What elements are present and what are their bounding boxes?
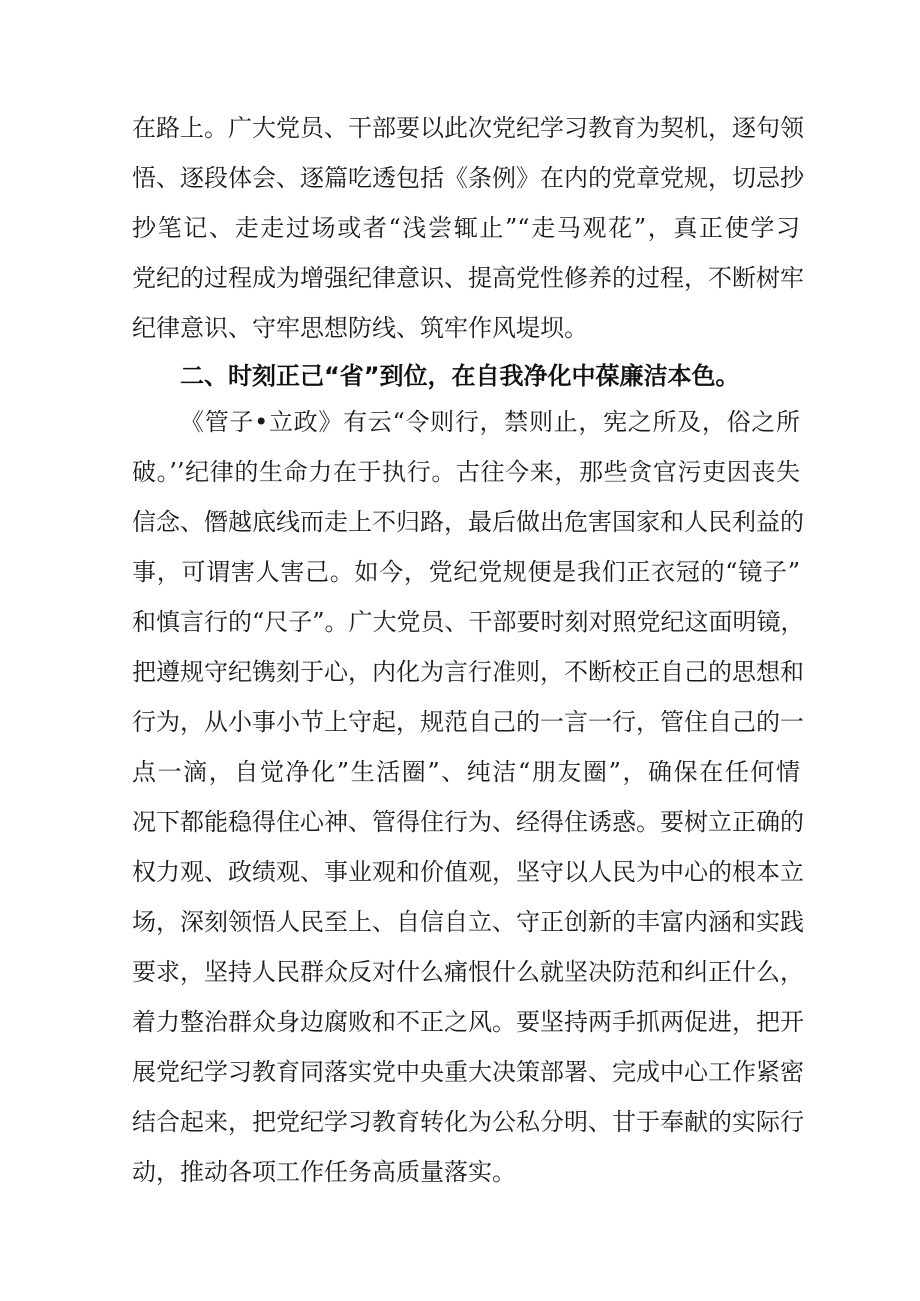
paragraph-2-line-11: 场，深刻领悟人民至上、自信自立、守正创新的丰富内涵和实践 — [132, 908, 804, 936]
paragraph-2-line-13: 着力整治群众身边腐败和不正之风。要坚持两手抓两促进，把开 — [132, 1008, 804, 1036]
paragraph-2-line-14: 展党纪学习教育同落实党中央重大决策部署、完成中心工作紧密 — [132, 1058, 804, 1086]
paragraph-2-line-6: 把遵规守纪镌刻于心，内化为言行准则，不断校正自己的思想和 — [132, 658, 804, 686]
paragraph-2-line-2: 破。’’纪律的生命力在于执行。古往今来，那些贪官污吏因丧失 — [132, 458, 800, 486]
paragraph-1-line-3: 抄笔记、走走过场或者“浅尝辄止”“走马观花”，真正使学习 — [132, 214, 800, 242]
paragraph-2-line-5: 和慎言行的“尺子”。广大党员、干部要时刻对照党纪这面明镜， — [132, 608, 805, 636]
paragraph-2-line-4: 事，可谓害人害己。如今，党纪党规便是我们正衣冠的“镜子” — [132, 558, 800, 586]
paragraph-2-line-7: 行为，从小事小节上守起，规范自己的一言一行，管住自己的一 — [132, 708, 804, 736]
paragraph-2-line-10: 权力观、政绩观、事业观和价值观，坚守以人民为中心的根本立 — [132, 858, 804, 886]
paragraph-2-line-3: 信念、僭越底线而走上不归路，最后做出危害国家和人民利益的 — [132, 508, 804, 536]
paragraph-2-line-16: 动，推动各项工作任务高质量落实。 — [132, 1158, 516, 1186]
paragraph-1-line-1: 在路上。广大党员、干部要以此次党纪学习教育为契机，逐句领 — [132, 114, 804, 142]
paragraph-1-line-4: 党纪的过程成为增强纪律意识、提高党性修养的过程，不断树牢 — [132, 264, 804, 292]
section-heading-2: 二、时刻正己“省”到位，在自我净化中葆廉洁本色。 — [180, 362, 740, 390]
paragraph-2-line-1: 《管子•立政》有云“令则行，禁则止，宪之所及，俗之所 — [180, 408, 800, 436]
paragraph-2-line-12: 要求，坚持人民群众反对什么痛恨什么就坚决防范和纠正什么， — [132, 958, 804, 986]
paragraph-2-line-15: 结合起来，把党纪学习教育转化为公私分明、甘于奉献的实际行 — [132, 1108, 804, 1136]
paragraph-2-line-9: 况下都能稳得住心神、管得住行为、经得住诱惑。要树立正确的 — [132, 808, 804, 836]
paragraph-1-line-5: 纪律意识、守牢思想防线、筑牢作风堤坝。 — [132, 314, 588, 342]
paragraph-2-line-8: 点一滴，自觉净化”生活圈”、纯洁“朋友圈”，确保在任何情 — [132, 758, 800, 786]
paragraph-1-line-2: 悟、逐段体会、逐篇吃透包括《条例》在内的党章党规，切忌抄 — [132, 164, 804, 192]
